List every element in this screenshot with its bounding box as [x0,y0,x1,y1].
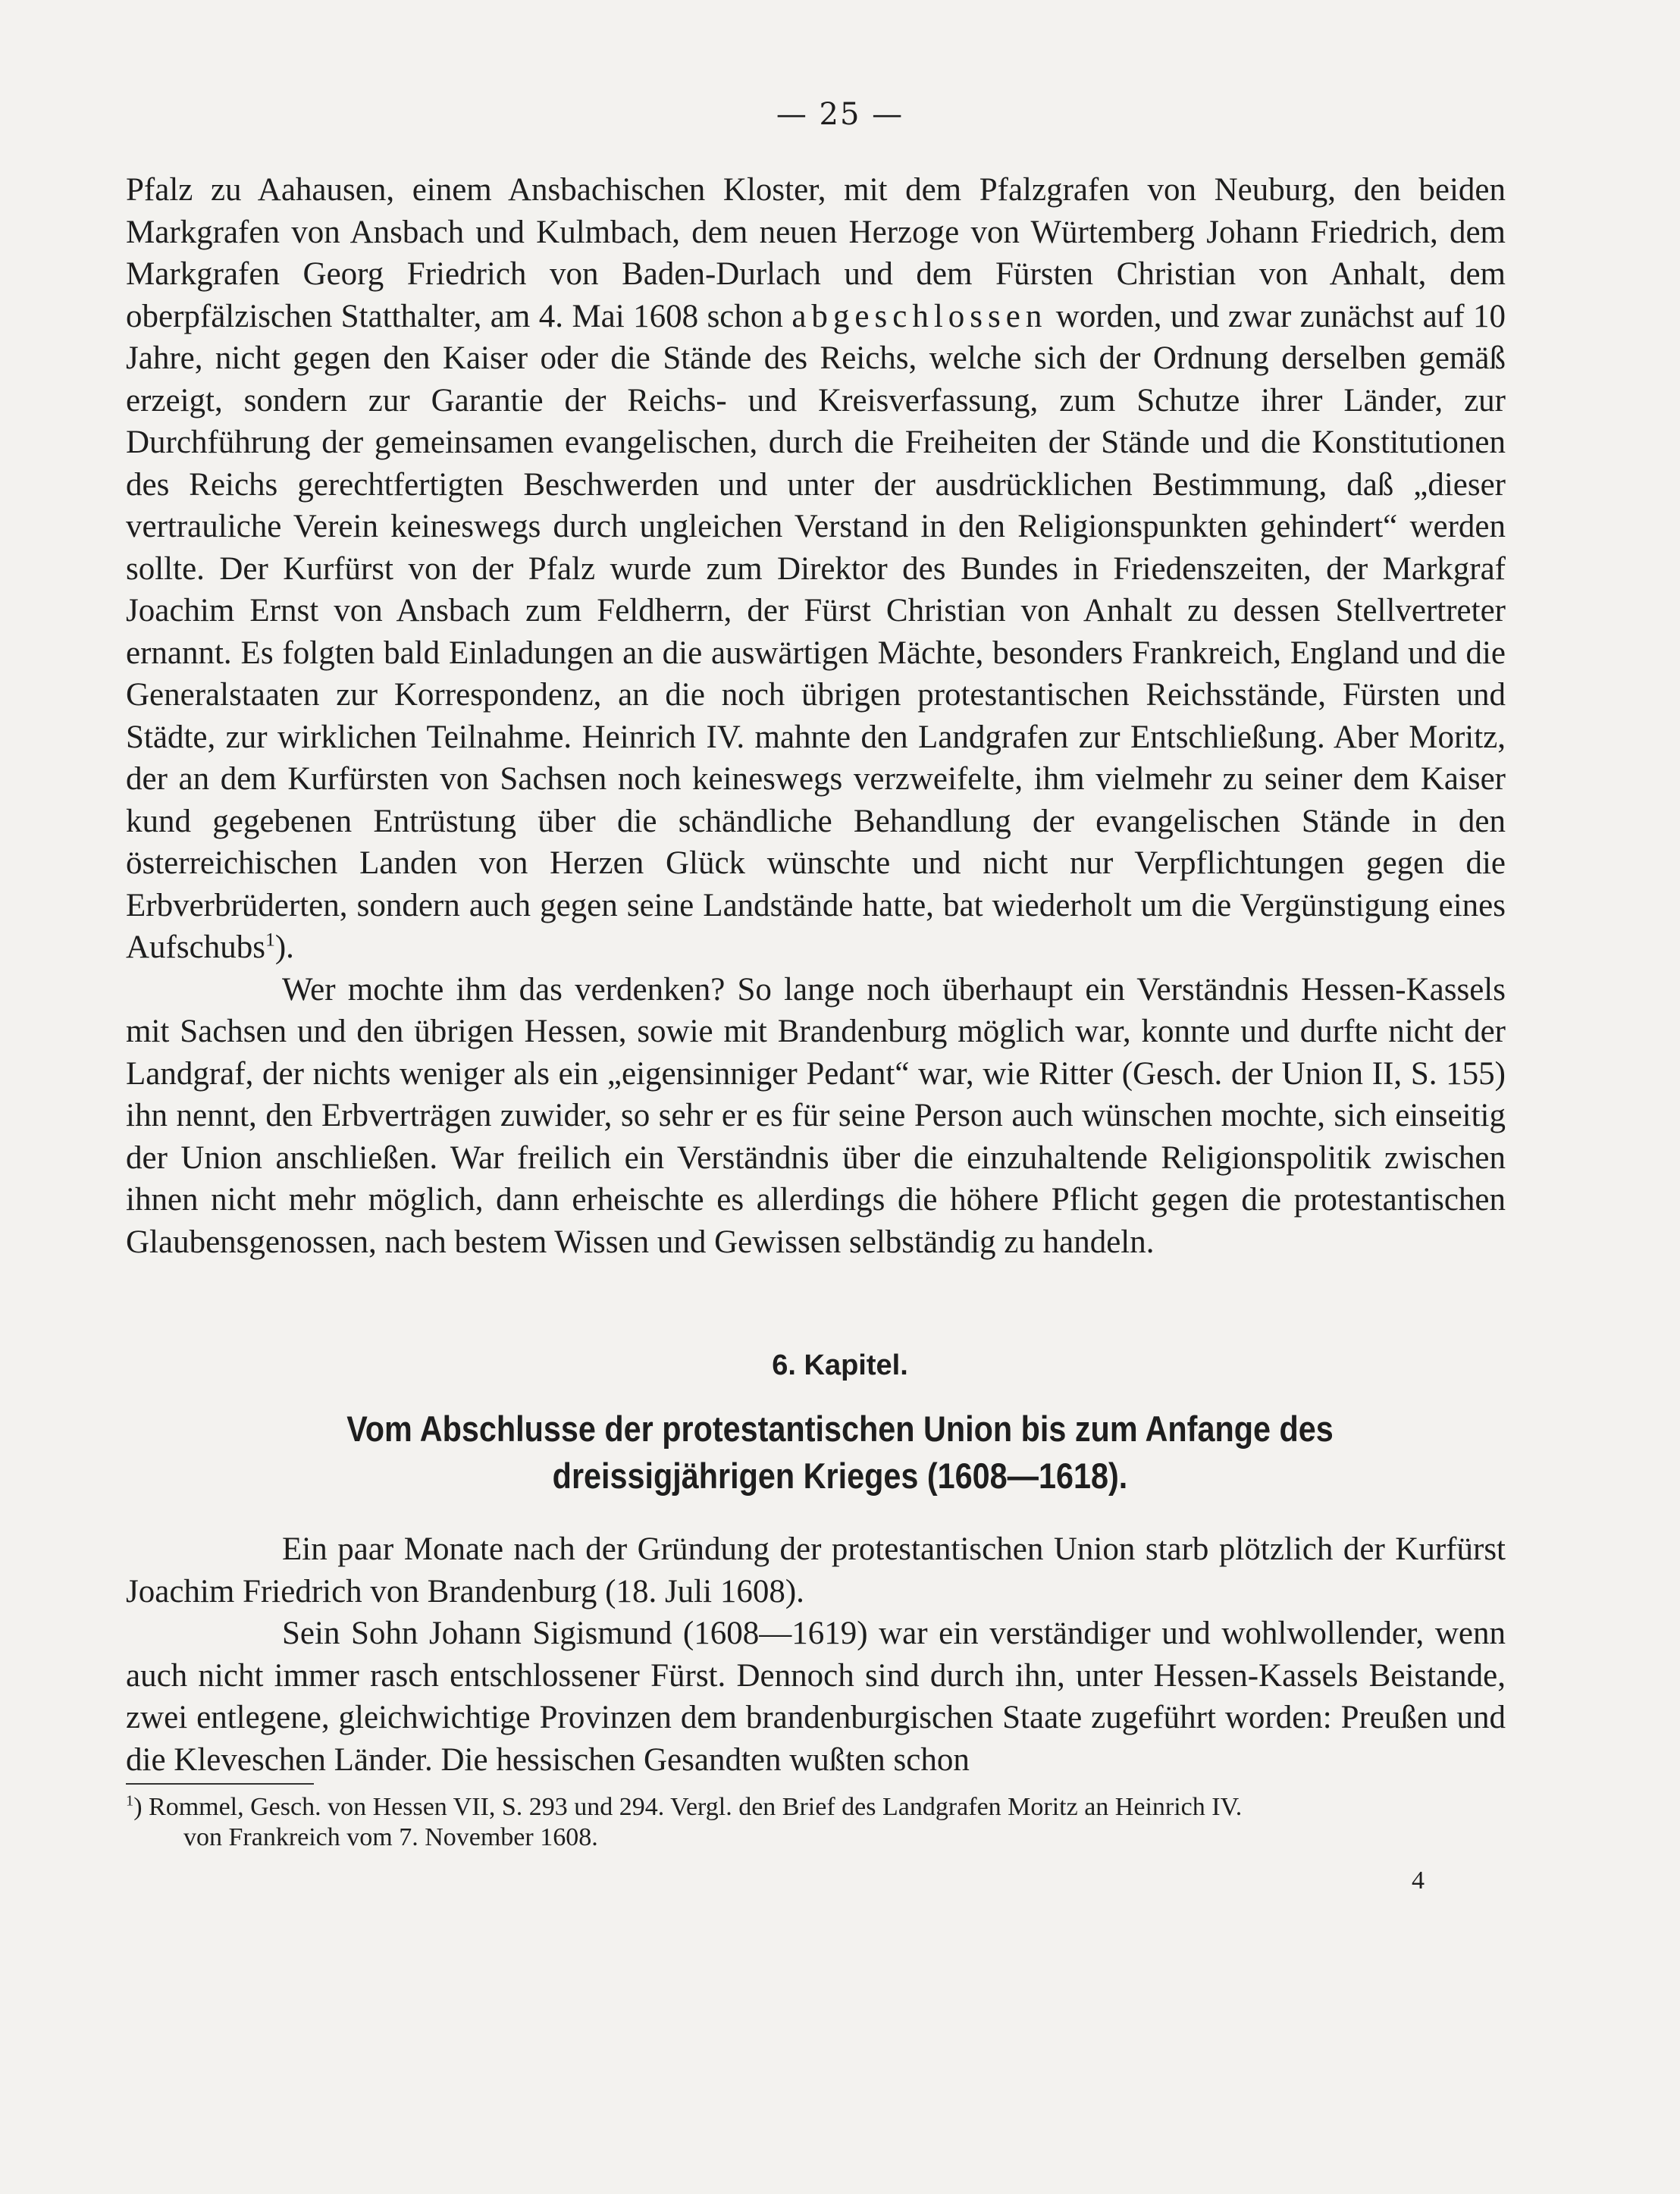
chapter-title: Vom Abschlusse der protestantischen Union bis zum Anfange des dreissigjährigen Krieges (1608—1618). [346,1409,1334,1496]
paragraph-text: ). [274,929,294,965]
paragraph-text: Pfalz zu Aahausen, einem Ansbachischen Kloster, mit dem Pfalzgrafen von Neuburg, den beiden Markgrafen von Ansbach und Kulmbach, dem neuen Herzoge von Würtemberg Johann Friedrich, dem Markgrafen Georg Friedrich von Baden-Durlach und dem Fürsten Christian von Anhalt, dem oberpfälzischen Statthalter, am 4. Mai 1608 schon [126,172,1506,334]
footnote-ref: 1 [265,928,275,951]
footnote-divider [126,1783,314,1785]
footnote-line: von Frankreich vom 7. November 1608. [183,1823,598,1851]
footnote-text: ) Rommel, Gesch. von Hessen VII, S. 293 und 294. Vergl. den Brief des Landgrafen Moritz an Heinrich IV. [133,1793,1243,1821]
body-text-section-1 [126,169,1506,1263]
page-number: — 25 — [776,97,904,132]
paragraph [126,169,1506,969]
paragraph: Sein Sohn Johann Sigismund (1608—1619) war ein verständiger und wohlwollender, wenn auch nicht immer rasch entschlossener Fürst. Dennoch sind durch ihn, unter Hessen-Kassels Beistande, zwei entlegene, gleichwichtige Provinzen dem brandenburgischen Staate zugeführt worden: Preußen und die Kleveschen Länder. Die hessischen Gesandten wußten schon [126,1616,1506,1778]
emphasized-word: abgeschlossen [791,298,1048,334]
paragraph: Wer mochte ihm das verdenken? So lange noch überhaupt ein Verständnis Hessen-Kassels mit Sachsen und den übrigen Hessen, sowie mit Brandenburg möglich war, konnte und durfte nicht der Landgraf, der nichts weniger als ein „eigensinniger Pedant“ war, wie Ritter (Gesch. der Union II, S. 155) ihn nennt, den Erbverträgen zuwider, so sehr er es für seine Person auch wünschen mochte, sich einseitig der Union anschließen. War freilich ein Verständnis über die einzuhaltende Religionspolitik zwischen ihnen nicht mehr möglich, dann erheischte es allerdings die höhere Pflicht gegen die protestantischen Glaubensgenossen, nach bestem Wissen und Gewissen selbständig zu handeln. [126,971,1506,1260]
footnote [126,1792,1506,1853]
paragraph-text: worden, und zwar zunächst auf 10 Jahre, nicht gegen den Kaiser oder die Stände des Reichs, welche sich der Ordnung derselben gemäß erzeigt, sondern zur Garantie der Reichs- und Kreisverfassung, zum Schutze ihrer Länder, zur Durchführung der gemeinsamen evangelischen, durch die Freiheiten der Stände und die Konstitutionen des Reichs gerechtfertigten Beschwerden und unter der ausdrücklichen Bestimmung, daß „dieser vertrauliche Verein keineswegs durch ungleichen Verstand in den Religionspunkten gehindert“ werden sollte. Der Kurfürst von der Pfalz wurde zum Direktor des Bundes in Friedenszeiten, der Markgraf Joachim Ernst von Ansbach zum Feldherrn, der Fürst Christian von Anhalt zu dessen Stellvertreter ernannt. Es folgten bald Einladungen an die auswärtigen Mächte, besonders Frankreich, England und die Generalstaaten zur Korrespondenz, an die noch übrigen protestantischen Reichsstände, Fürsten und Städte, zur wirklichen Teilnahme. Heinrich IV. mahnte den Landgrafen zur Entschließung. Aber Moritz, der an dem Kurfürsten von Sachsen noch keineswegs verzweifelte, ihm vielmehr zu seiner dem Kaiser kund gegebenen Entrüstung über die schändliche Behandlung der evangelischen Stände in den österreichischen Landen von Herzen Glück wünschte und nicht nur Verpflichtungen gegen die Erbverbrüderten, sondern auch gegen seine Landstände hatte, bat wiederholt um die Vergünstigung eines Aufschubs [126,298,1506,965]
footnote-marker: 1 [126,1792,134,1810]
printer-signature: 4 [1412,1866,1425,1895]
paragraph: Ein paar Monate nach der Gründung der protestantischen Union starb plötzlich der Kurfürst Joachim Friedrich von Brandenburg (18. Juli 1608). [126,1531,1506,1609]
chapter-number: 6. Kapitel. [772,1349,908,1381]
body-text-section-2 [126,1528,1506,1781]
footnote-line [126,1792,1506,1823]
